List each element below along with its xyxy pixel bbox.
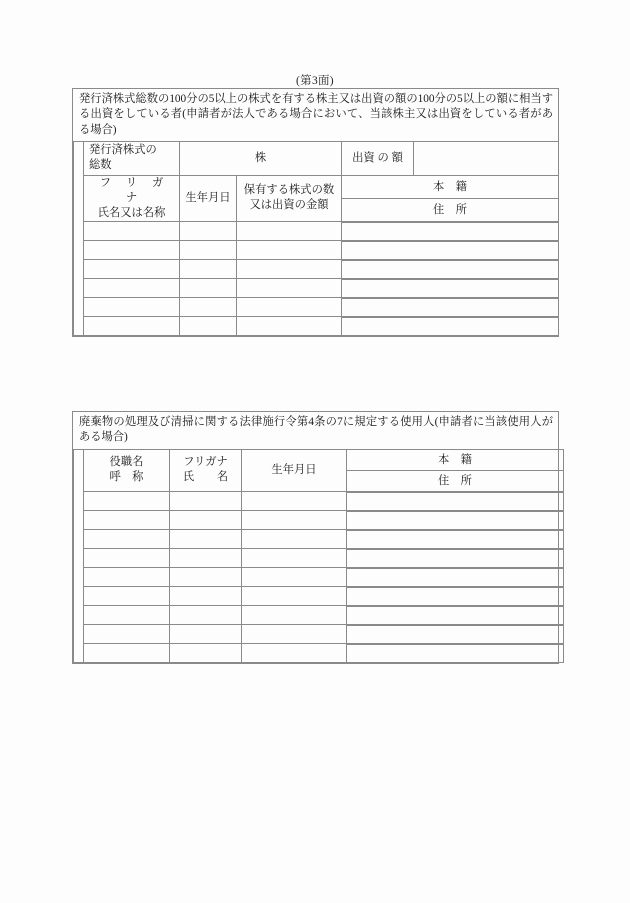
section-employees-description: 廃棄物の処理及び清掃に関する法律施行令第4条の7に規定する使用人(申請者に当該使用人がある場合) [79,416,553,444]
cell-name[interactable] [170,567,242,586]
section-shareholders-description: 発行済株式総数の100分の5以上の株式を有する株主又は出資の額の100分の5以上の額に相当する出資をしている者(申請者が法人である場合において、当該株主又は出資をしている者がある場合) [79,93,553,136]
cell-jusho[interactable] [342,279,559,297]
cell-post[interactable] [84,529,170,548]
cell-post[interactable] [84,605,170,624]
cell-name[interactable] [170,529,242,548]
header-jusho: 住 所 [347,470,564,491]
cell-name[interactable] [170,586,242,605]
indent-gutter [74,141,84,335]
capital-amount-label: 出資 の 額 [342,141,414,175]
employees-table [73,449,564,663]
total-shares-value-cell[interactable]: 株 [180,141,342,175]
cell-post[interactable] [84,586,170,605]
cell-name[interactable] [170,624,242,643]
cell-furigana-name[interactable] [84,297,180,316]
cell-holdings[interactable] [237,259,342,278]
cell-furigana-name[interactable] [84,259,180,278]
cell-birthdate[interactable] [180,278,237,297]
cell-name[interactable] [170,643,242,662]
cell-birthdate[interactable] [242,624,347,643]
shareholders-table [73,141,559,336]
section-shareholders [72,88,559,337]
cell-jusho[interactable] [347,511,564,529]
header-honseki: 本 籍 [342,175,559,198]
indent-gutter [74,449,84,662]
section-employees [72,411,559,664]
cell-birthdate[interactable] [180,221,237,240]
cell-jusho[interactable] [342,298,559,316]
cell-name[interactable] [170,605,242,624]
cell-jusho[interactable] [347,644,564,662]
cell-birthdate[interactable] [180,240,237,259]
cell-jusho[interactable] [342,260,559,278]
cell-birthdate[interactable] [242,529,347,548]
cell-holdings[interactable] [237,297,342,316]
cell-furigana-name[interactable] [84,240,180,259]
shareholders-header-row-honseki [74,175,559,198]
cell-birthdate[interactable] [242,548,347,567]
page-title: (第3面) [296,75,334,87]
cell-post[interactable] [84,548,170,567]
header-honseki: 本 籍 [347,449,564,470]
cell-birthdate[interactable] [242,567,347,586]
cell-jusho[interactable] [347,606,564,624]
cell-birthdate[interactable] [180,259,237,278]
cell-birthdate[interactable] [242,643,347,662]
cell-furigana-name[interactable] [84,278,180,297]
cell-post[interactable] [84,624,170,643]
cell-jusho[interactable] [347,492,564,510]
cell-jusho[interactable] [347,568,564,586]
cell-birthdate[interactable] [242,510,347,529]
cell-name[interactable] [170,491,242,510]
cell-birthdate[interactable] [242,605,347,624]
cell-jusho[interactable] [342,317,559,335]
total-shares-label: 発行済株式の 総数 [84,141,180,175]
cell-post[interactable] [84,510,170,529]
cell-post[interactable] [84,567,170,586]
cell-jusho[interactable] [347,587,564,605]
cell-post[interactable] [84,491,170,510]
header-birthdate: 生年月日 [242,449,347,491]
cell-birthdate[interactable] [180,316,237,335]
header-birthdate: 生年月日 [180,175,237,221]
header-post-name: 役職名 呼 称 [84,449,170,491]
cell-holdings[interactable] [237,316,342,335]
cell-name[interactable] [170,548,242,567]
cell-furigana-name[interactable] [84,316,180,335]
cell-holdings[interactable] [237,240,342,259]
cell-birthdate[interactable] [242,491,347,510]
header-jusho: 住 所 [342,198,559,221]
header-furigana-name: フリガナ 氏 名 [170,449,242,491]
cell-holdings[interactable] [237,221,342,240]
cell-jusho[interactable] [347,549,564,567]
cell-birthdate[interactable] [242,586,347,605]
shareholders-summary-row [74,141,559,175]
employees-header-row-honseki [74,449,564,470]
cell-holdings[interactable] [237,278,342,297]
cell-furigana-name[interactable] [84,221,180,240]
cell-jusho[interactable] [347,625,564,643]
cell-jusho[interactable] [342,222,559,240]
header-furigana-name: フ リ ガ ナ 氏名又は名称 [84,175,180,221]
capital-amount-value-cell[interactable] [414,141,559,175]
header-holdings: 保有する株式の数 又は出資の金額 [237,175,342,221]
cell-post[interactable] [84,643,170,662]
cell-jusho[interactable] [342,241,559,259]
cell-jusho[interactable] [347,530,564,548]
cell-name[interactable] [170,510,242,529]
cell-birthdate[interactable] [180,297,237,316]
